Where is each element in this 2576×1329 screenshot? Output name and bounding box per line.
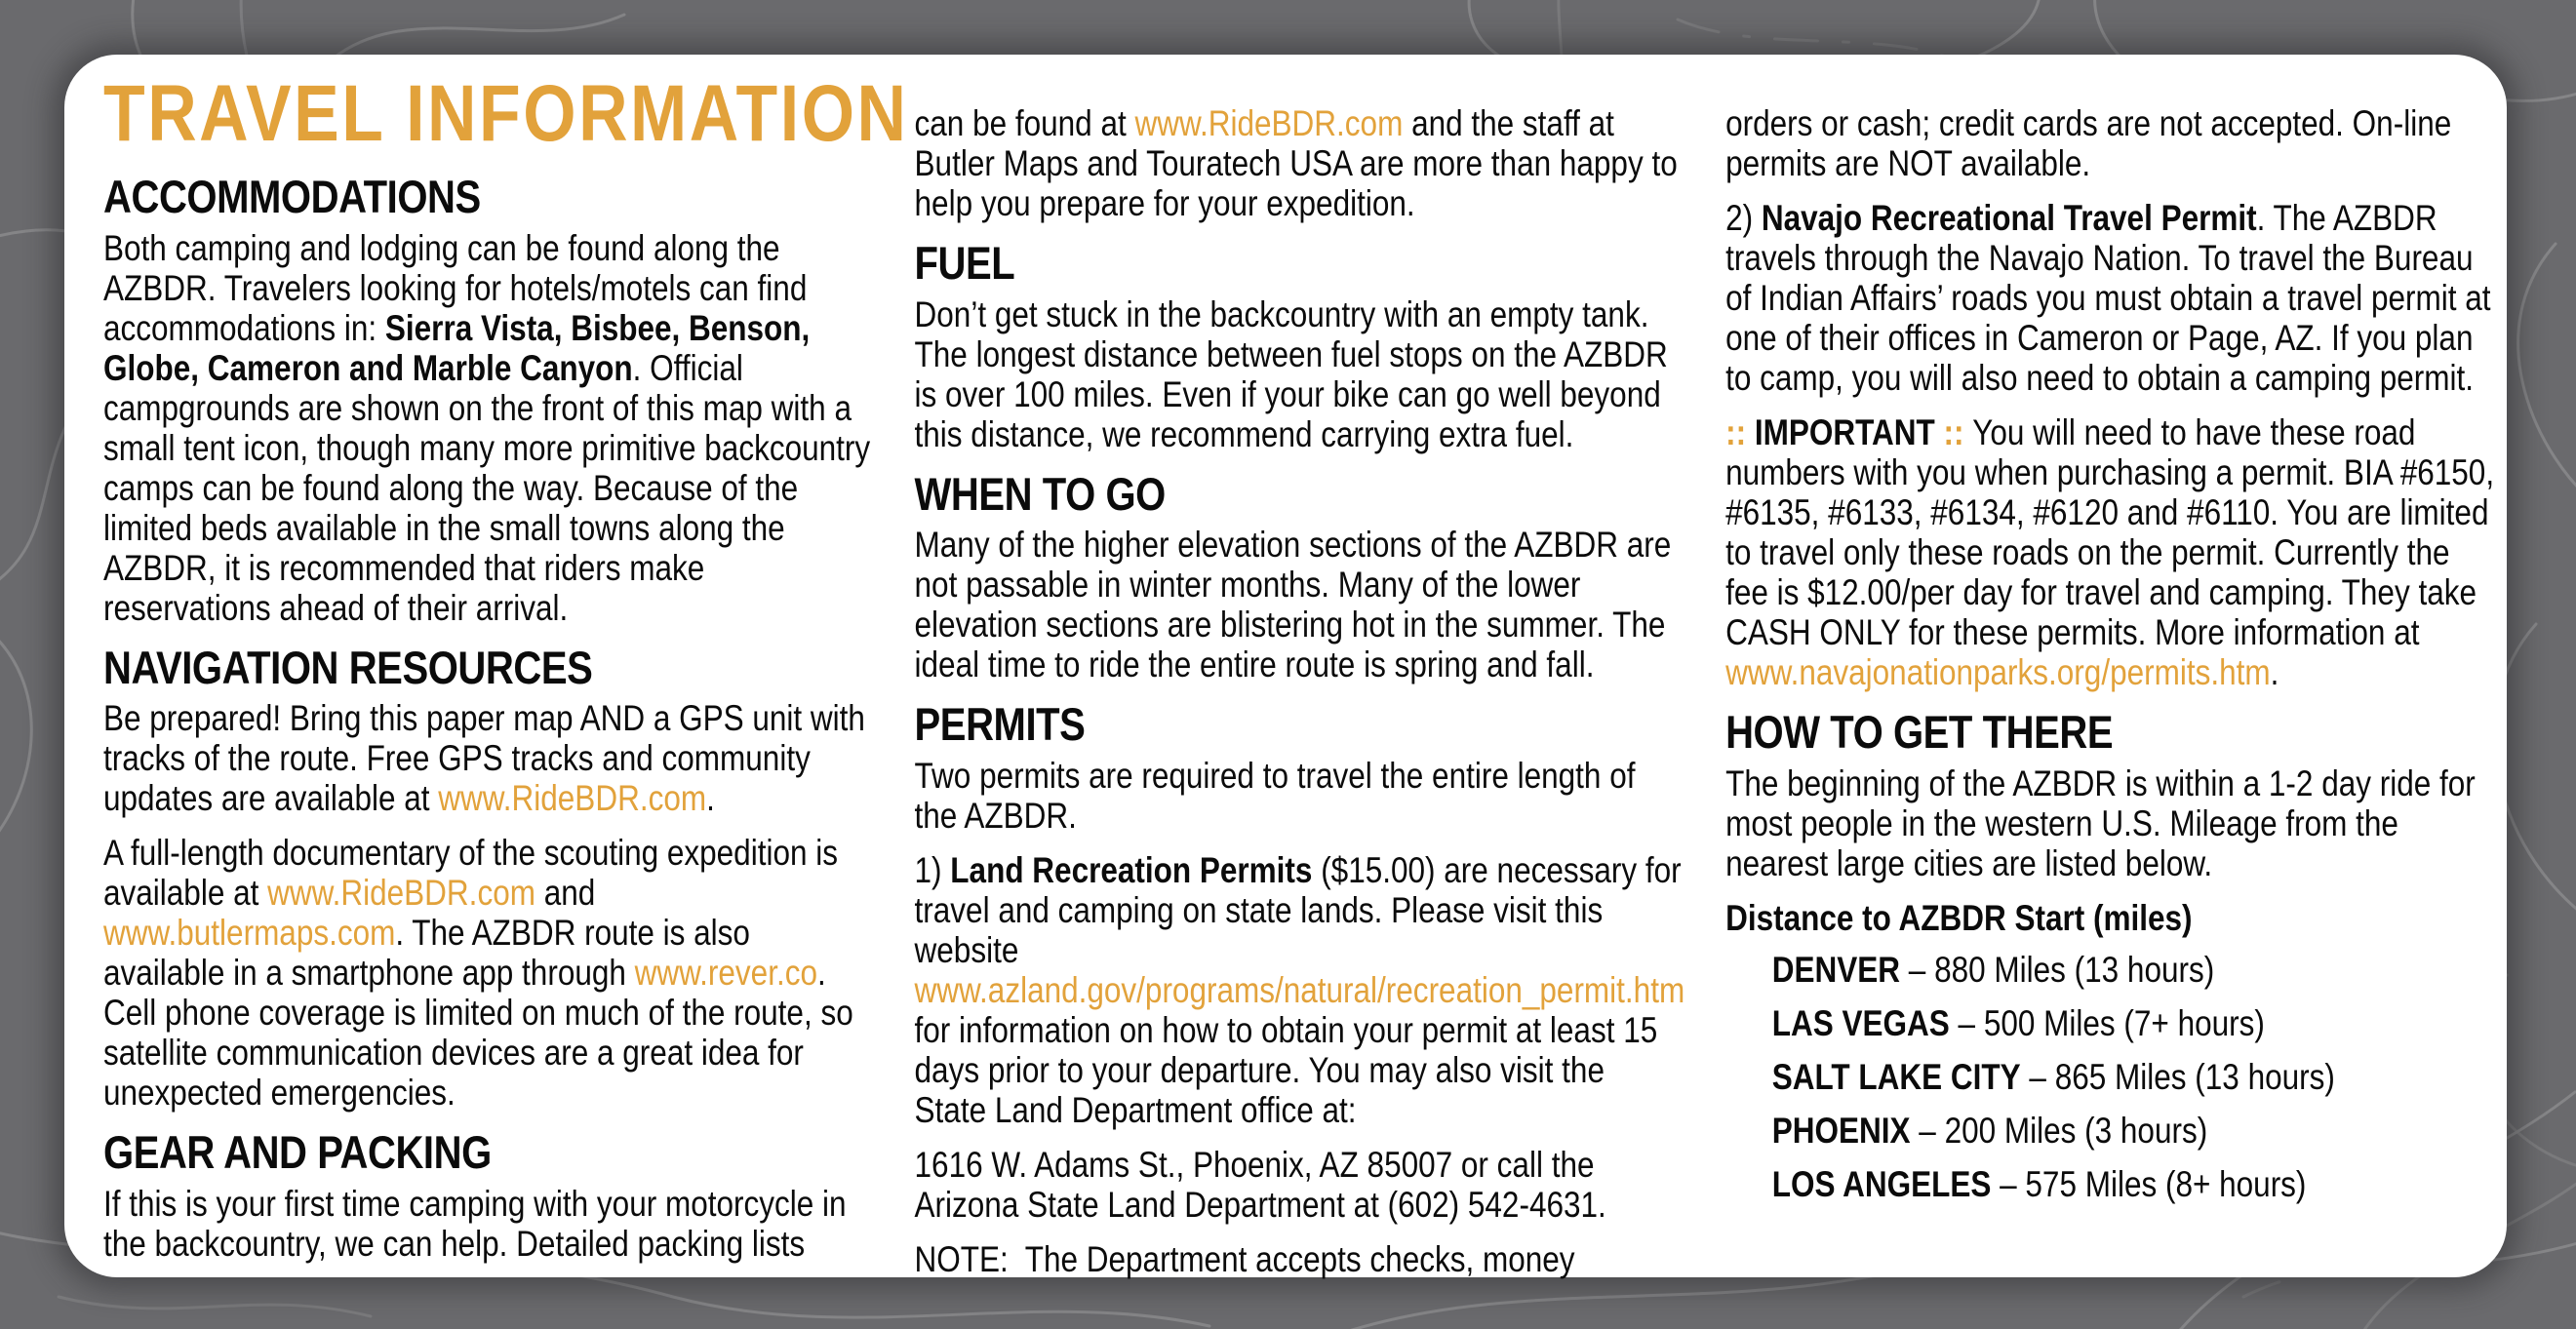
- text-run: Distance to AZBDR Start (miles): [1725, 897, 2193, 938]
- text-run: can be found at: [914, 103, 1135, 143]
- url-text: www.RideBDR.com: [267, 873, 535, 914]
- text-run: The beginning of the AZBDR is within a 1-2 day ride for most people in the western U.S. Mileage from the nearest large cities are listed below.: [1725, 762, 2484, 883]
- text-run: A full-length documentary of the scouting expedition is available at: [103, 833, 847, 914]
- list-title: [1725, 898, 2495, 938]
- paragraph: [915, 525, 1684, 684]
- paragraph: [915, 1145, 1684, 1225]
- distance-item: [1725, 950, 2495, 990]
- text-run: Don’t get stuck in the backcountry with an empty tank. The longest distance between fuel stops on the AZBDR is over 100 miles. Even if your bike can go well beyond this distance, we recommend carrying extra fuel.: [914, 293, 1677, 454]
- text-run: . The AZBDR travels through the Navajo Nation. To travel the Bureau of Indian Affairs’ roads you must obtain a travel permit at one of their offices in Cameron or Page, AZ. If you plan to camp, you will also need to obtain a camping permit.: [1725, 198, 2500, 398]
- text-run: Land Recreation Permits: [950, 850, 1313, 891]
- text-run: ::: [1934, 412, 1973, 452]
- paragraph: [1725, 763, 2495, 883]
- text-run: PHOENIX: [1771, 1110, 1911, 1151]
- text-run: If this is your first time camping with your motorcycle in the backcountry, we can help. Detailed packing lists: [103, 1184, 855, 1265]
- url-text: www.RideBDR.com: [438, 778, 707, 819]
- text-run: SALT LAKE CITY: [1771, 1056, 2021, 1097]
- text-run: . Cell phone coverage is limited on much of the route, so satellite communication devices are a great idea for unexpected emergencies.: [103, 953, 862, 1114]
- column-3: [1725, 74, 2503, 1294]
- text-run: . The AZBDR route is also available in a smartphone app through: [103, 913, 759, 994]
- paragraph: [915, 756, 1684, 836]
- url-text: www.butlermaps.com: [103, 913, 396, 954]
- text-run: . Official campgrounds are shown on the front of this map with a small tent icon, though many more primitive backcountry camps can be found along the way. Because of the limited beds available in the small towns along the AZBDR, it is recommended that riders make reservations ahead of their arrival.: [103, 347, 879, 628]
- text-run: Sierra Vista, Bisbee, Benson, Globe, Cameron and Marble Canyon: [103, 307, 819, 388]
- card-content: [103, 69, 2503, 1294]
- paragraph: [915, 103, 1684, 223]
- column-2: [914, 74, 1693, 1294]
- text-run: DENVER: [1771, 949, 1901, 990]
- distance-item: [1725, 1057, 2495, 1097]
- text-run: Navajo Recreational Travel Permit: [1761, 198, 2257, 238]
- text-run: – 880 Miles (13 hours): [1900, 949, 2215, 990]
- text-run: LOS ANGELES: [1771, 1163, 1992, 1204]
- text-run: – 500 Miles (7+ hours): [1949, 1002, 2265, 1043]
- column-1: [103, 69, 909, 1294]
- text-run: 2): [1725, 198, 1762, 238]
- paragraph: [103, 1184, 873, 1264]
- paragraph: [914, 850, 1693, 1131]
- distance-item: [1725, 1111, 2495, 1151]
- url-text: www.navajonationparks.org/permits.htm: [1725, 652, 2271, 692]
- text-run: – 575 Miles (8+ hours): [1991, 1163, 2307, 1204]
- page-title: TRAVEL INFORMATION: [103, 69, 909, 158]
- url-text: www.RideBDR.com: [1134, 103, 1404, 143]
- paragraph: [1725, 412, 2503, 692]
- section-heading: GEAR AND PACKING: [103, 1126, 492, 1179]
- section-heading: FUEL: [914, 237, 1015, 289]
- text-run: and the staff at Butler Maps and Touratech USA are more than happy to help you prepare for your expedition.: [914, 103, 1686, 223]
- text-run: .: [706, 778, 715, 819]
- paragraph: [1725, 198, 2500, 398]
- section-heading: WHEN TO GO: [914, 467, 1166, 520]
- paragraph: [1725, 103, 2495, 183]
- text-run: .: [2270, 652, 2279, 692]
- text-run: Two permits are required to travel the entire length of the AZBDR.: [914, 756, 1645, 837]
- paragraph: [915, 1239, 1684, 1279]
- paragraph: [103, 698, 873, 818]
- paragraph: [103, 227, 879, 628]
- text-run: Both camping and lodging can be found along the AZBDR. Travelers looking for hotels/motels can find accommodations in:: [103, 227, 816, 348]
- info-card: [64, 55, 2507, 1280]
- text-run: – 200 Miles (3 hours): [1910, 1110, 2208, 1151]
- text-run: Many of the higher elevation sections of the AZBDR are not passable in winter months. Many of the lower elevation sections are blistering hot in the summer. The ideal time to ride the entire route is spring and fall.: [914, 525, 1681, 685]
- paragraph: [103, 833, 873, 1113]
- text-run: LAS VEGAS: [1771, 1002, 1950, 1043]
- text-run: Be prepared! Bring this paper map AND a GPS unit with tracks of the route. Free GPS tracks and community updates are available at: [103, 698, 874, 819]
- text-run: 1616 W. Adams St., Phoenix, AZ 85007 or call the Arizona State Land Department at (602) 542-4631.: [914, 1145, 1606, 1226]
- text-run: ($15.00) are necessary for travel and camping on state lands. Please visit this website: [914, 850, 1690, 971]
- text-run: orders or cash; credit cards are not accepted. On-line permits are NOT available.: [1725, 103, 2460, 183]
- text-run: and: [535, 873, 605, 914]
- section-heading: NAVIGATION RESOURCES: [103, 641, 593, 693]
- text-run: NOTE: The Department accepts checks, money: [914, 1239, 1575, 1280]
- distance-item: [1725, 1164, 2495, 1204]
- paragraph: [915, 294, 1684, 454]
- section-heading: ACCOMMODATIONS: [103, 171, 481, 222]
- url-text: www.azland.gov/programs/natural/recreation_permit.htm: [914, 970, 1685, 1011]
- text-run: – 865 Miles (13 hours): [2020, 1056, 2335, 1097]
- text-run: ::: [1725, 412, 1755, 452]
- distance-item: [1725, 1003, 2495, 1043]
- text-run: You will need to have these road numbers with you when purchasing a permit. BIA #6150, #6135, #6133, #6134, #6120 and #6110. You are limited to travel only these roads on the permit. Currently the fee is $12.00/per day for travel and camping. They take CASH ONLY for these permits. More information at: [1725, 412, 2503, 652]
- section-heading: PERMITS: [914, 698, 1086, 751]
- text-run: 1): [914, 850, 951, 891]
- text-run: for information on how to obtain your permit at least 15 days prior to your departure. You may also visit the State Land Department office at:: [914, 970, 1693, 1131]
- text-run: IMPORTANT: [1754, 412, 1935, 452]
- section-heading: HOW TO GET THERE: [1725, 706, 2114, 758]
- url-text: www.rever.co: [634, 953, 817, 994]
